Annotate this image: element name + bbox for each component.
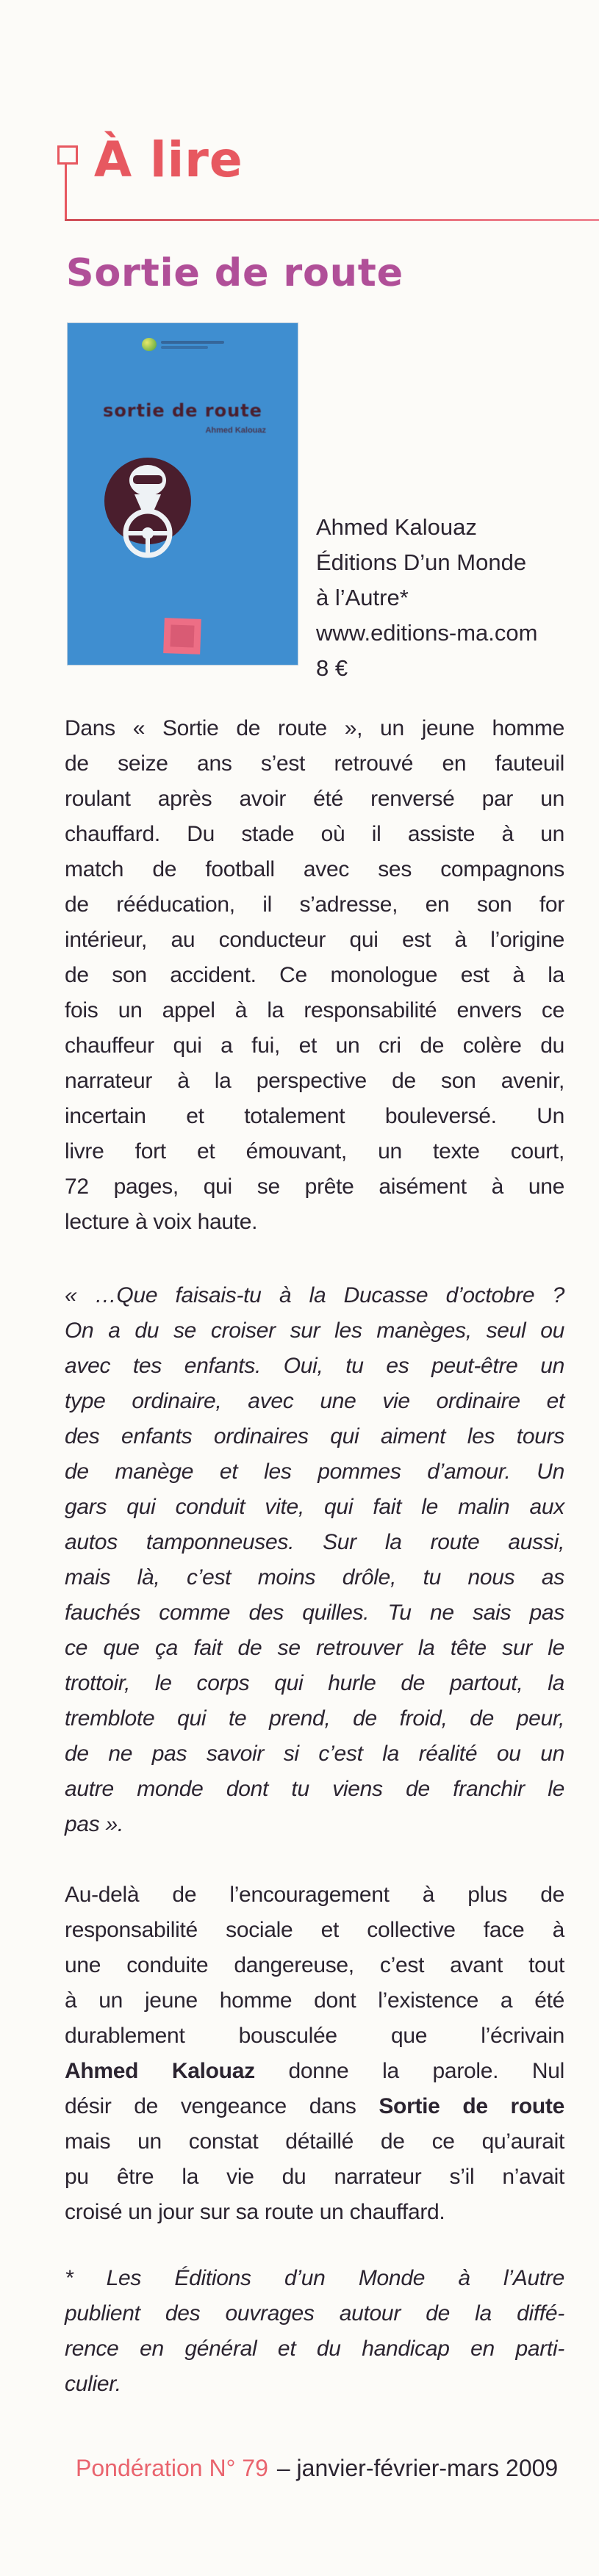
text-line: ce que ça fait de se retrouver la tête sur le bbox=[65, 1636, 564, 1660]
text-line: pu être la vie du narrateur s’il n’avait bbox=[65, 2165, 564, 2189]
publisher-logo-text bbox=[161, 339, 224, 351]
text-line: responsabilité sociale et collective face à bbox=[65, 1918, 564, 1942]
text-line: à un jeune homme dont l’existence a été bbox=[65, 1988, 564, 2013]
paragraph-intro bbox=[65, 711, 564, 1240]
text-line: de seize ans s’est retrouvé en fauteuil bbox=[65, 751, 564, 776]
text-line: match de football avec ses compagnons bbox=[65, 857, 564, 881]
cover-book-author: Ahmed Kalouaz bbox=[205, 426, 266, 435]
book-info-block bbox=[316, 510, 581, 686]
text-line: Ahmed Kalouaz donne la parole. Nul bbox=[65, 2059, 564, 2083]
book-publisher-line2: à l’Autre* bbox=[316, 585, 409, 610]
text-line: de manège et les pommes d’amour. Un bbox=[65, 1460, 564, 1484]
text-line: mais là, c’est moins drôle, tu nous as bbox=[65, 1565, 564, 1590]
cover-book-title: sortie de route bbox=[103, 400, 262, 421]
text-line: culier. bbox=[65, 2372, 121, 2396]
text-line: de son accident. Ce monologue est à la bbox=[65, 963, 564, 987]
publisher-logo-dot bbox=[142, 338, 157, 351]
text-line: avec tes enfants. Oui, tu es peut-être un bbox=[65, 1354, 564, 1378]
text-line: gars qui conduit vite, qui fait le malin aux bbox=[65, 1495, 564, 1519]
paragraph-footnote bbox=[65, 2261, 564, 2402]
text-line: fauchés comme des quilles. Tu ne sais pas bbox=[65, 1601, 564, 1625]
price-sticker bbox=[163, 618, 201, 654]
price-sticker-mark bbox=[170, 624, 194, 647]
text-line: intérieur, au conducteur qui est à l’origine bbox=[65, 928, 564, 952]
section-divider-rule bbox=[65, 219, 599, 221]
book-author: Ahmed Kalouaz bbox=[316, 514, 477, 540]
book-website: www.editions-ma.com bbox=[316, 620, 538, 646]
text-line: 72 pages, qui se prête aisément à une bbox=[65, 1175, 564, 1199]
paragraph-comment bbox=[65, 1877, 564, 2230]
publisher-logo-icon bbox=[68, 338, 298, 351]
text-line: croisé un jour sur sa route un chauffard. bbox=[65, 2200, 445, 2224]
article-title: Sortie de route bbox=[66, 251, 403, 295]
text-line: publient des ouvrages autour de la diffé- bbox=[65, 2301, 564, 2326]
section-marker-line-vertical bbox=[65, 163, 67, 220]
text-line: de rééducation, il s’adresse, en son for bbox=[65, 892, 564, 917]
text-line: durablement bousculée que l’écrivain bbox=[65, 2024, 564, 2048]
text-line: fois un appel à la responsabilité envers ce bbox=[65, 998, 564, 1022]
driver-figure-icon bbox=[101, 457, 197, 567]
page-footer bbox=[76, 2450, 558, 2486]
text-line: « …Que faisais-tu à la Ducasse d’octobre ? bbox=[65, 1283, 564, 1307]
text-line: lecture à voix haute. bbox=[65, 1210, 258, 1234]
text-line: chauffard. Du stade où il assiste à un bbox=[65, 822, 564, 846]
footer-issue: Pondération N° 79 bbox=[76, 2455, 268, 2481]
text-line: incertain et totalement bouleversé. Un bbox=[65, 1104, 564, 1128]
text-line: de ne pas savoir si c’est la réalité ou un bbox=[65, 1742, 564, 1766]
text-line: type ordinaire, avec une vie ordinaire et bbox=[65, 1389, 564, 1413]
text-line: autos tamponneuses. Sur la route aussi, bbox=[65, 1530, 564, 1554]
text-line: roulant après avoir été renversé par un bbox=[65, 787, 564, 811]
paragraph-quote bbox=[65, 1278, 564, 1842]
text-line: Dans « Sortie de route », un jeune homme bbox=[65, 716, 564, 740]
text-line: autre monde dont tu viens de franchir le bbox=[65, 1777, 564, 1801]
book-price: 8 € bbox=[316, 655, 348, 681]
text-line: livre fort et émouvant, un texte court, bbox=[65, 1139, 564, 1163]
footer-date: – janvier-février-mars 2009 bbox=[276, 2455, 559, 2481]
text-line: * Les Éditions d’un Monde à l’Autre bbox=[65, 2266, 564, 2290]
text-line: désir de vengeance dans Sortie de route bbox=[65, 2094, 564, 2118]
text-line: narrateur à la perspective de son avenir, bbox=[65, 1069, 564, 1093]
book-publisher-line1: Éditions D’un Monde bbox=[316, 549, 527, 575]
text-line: une conduite dangereuse, c’est avant tout bbox=[65, 1953, 564, 1977]
book-cover-image bbox=[68, 323, 298, 665]
text-line: On a du se croiser sur les manèges, seul ou bbox=[65, 1318, 564, 1343]
text-line: tremblote qui te prend, de froid, de peur, bbox=[65, 1706, 564, 1731]
text-line: pas ». bbox=[65, 1812, 123, 1836]
section-marker-square bbox=[57, 145, 78, 165]
text-line: trottoir, le corps qui hurle de partout, la bbox=[65, 1671, 564, 1695]
text-line: mais un constat détaillé de ce qu’aurait bbox=[65, 2129, 564, 2154]
text-line: rence en général et du handicap en parti- bbox=[65, 2337, 564, 2361]
text-line: Au-delà de l’encouragement à plus de bbox=[65, 1883, 564, 1907]
section-title: À lire bbox=[94, 131, 243, 188]
text-line: des enfants ordinaires qui aiment les tours bbox=[65, 1424, 564, 1448]
text-line: chauffeur qui a fui, et un cri de colère du bbox=[65, 1033, 564, 1058]
